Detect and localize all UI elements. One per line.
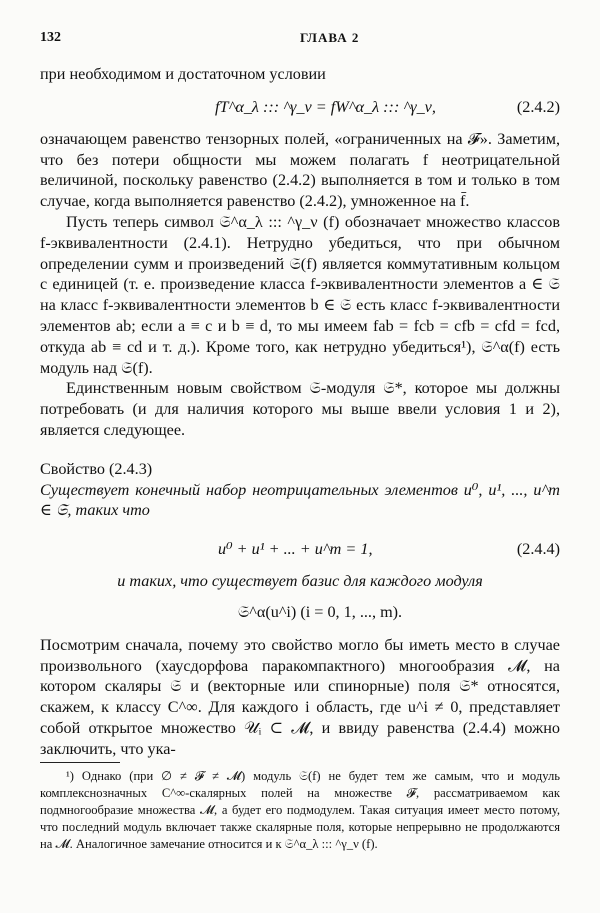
page-body: [40, 64, 560, 760]
paragraph-1: означающем равенство тензорных полей, «ограниченных на 𝓕». Заметим, что без потери общности мы можем полагать f неотрицательной величиной, поскольку равенство (2.4.2) выполняется в том и только в том случае, когда выполняется равенство (2.4.2), умноженное на f̄.: [40, 129, 560, 211]
equation-formula: fT^α_λ ::: ^γ_ν = fW^α_λ ::: ^γ_ν,: [215, 97, 436, 116]
property-statement: Существует конечный набор неотрицательных элементов u⁰, u¹, ..., u^m ∈ 𝔖, таких что: [40, 480, 560, 520]
equation-formula: u⁰ + u¹ + ... + u^m = 1,: [218, 540, 373, 559]
intro-line: при необходимом и достаточном условии: [40, 65, 326, 83]
equation-number: (2.4.4): [516, 540, 560, 559]
paragraph-4: Посмотрим сначала, почему это свойство могло бы иметь место в случае произвольного (хаусдорфова паракомпактного) многообразия 𝓜, на котором скаляры 𝔖 и (векторные или спинорные) поля 𝔖* относятся, скажем, к классу C^∞. Для каждого i область, где u^i ≠ 0, представляет собой открытое множество 𝒰ᵢ ⊂ 𝓜, и ввиду равенства (2.4.4) можно заключить, что ука-: [40, 635, 560, 758]
equation-2-4-4: [40, 525, 560, 567]
property-title: Свойство (2.4.3): [40, 459, 153, 478]
basis-formula: 𝔖^α(u^i) (i = 0, 1, ..., m).: [237, 602, 403, 621]
page-number: 132: [40, 30, 61, 45]
footnote-rule: [40, 762, 120, 763]
equation-2-4-2: [40, 89, 560, 125]
running-head: ГЛАВА 2: [300, 30, 360, 45]
property-continuation: и таких, что существует базис для каждого модуля: [117, 572, 483, 591]
paragraph-2: Пусть теперь символ 𝔖^α_λ ::: ^γ_ν (f) обозначает множество классов f-эквивалентности (2.4.1). Нетрудно убедиться, что при обычном определении сумм и произведений 𝔖(f) является коммутативным кольцом с единицей (т. е. произведение класса f-эквивалентности элементов a ∈ 𝔖 на класс f-эквивалентности элементов b ∈ 𝔖 есть класс f-эквивалентности элементов ab; если a ≡ c и b ≡ d, то мы имеем fab = fcb = cfb = cfd = fcd, откуда ab ≡ cd и т. д.). Кроме того, как нетрудно убедиться¹), 𝔖^α(f) есть модуль над 𝔖(f).: [40, 212, 560, 377]
paragraph-3: Единственным новым свойством 𝔖-модуля 𝔖*, которое мы должны потребовать (и для наличия которого мы выше ввели условия 1 и 2), является следующее.: [40, 379, 560, 439]
footnote: ¹) Однако (при ∅ ≠ 𝓕 ≠ 𝓜) модуль 𝔖(f) не будет тем же самым, что и модуль комплекснозначных C^∞-скалярных полей на множестве 𝓕, рассматриваемом как подмногообразие множества 𝓜, а будет его подмодулем. Такая ситуация имеет место потому, что последний модуль включает также скалярные поля, которые непрерывно не продолжаются на 𝓜. Аналогичное замечание относится и к 𝔖^α_λ ::: ^γ_ν (f).: [40, 769, 560, 851]
equation-number: (2.4.2): [516, 97, 560, 116]
page-header: [40, 30, 562, 52]
